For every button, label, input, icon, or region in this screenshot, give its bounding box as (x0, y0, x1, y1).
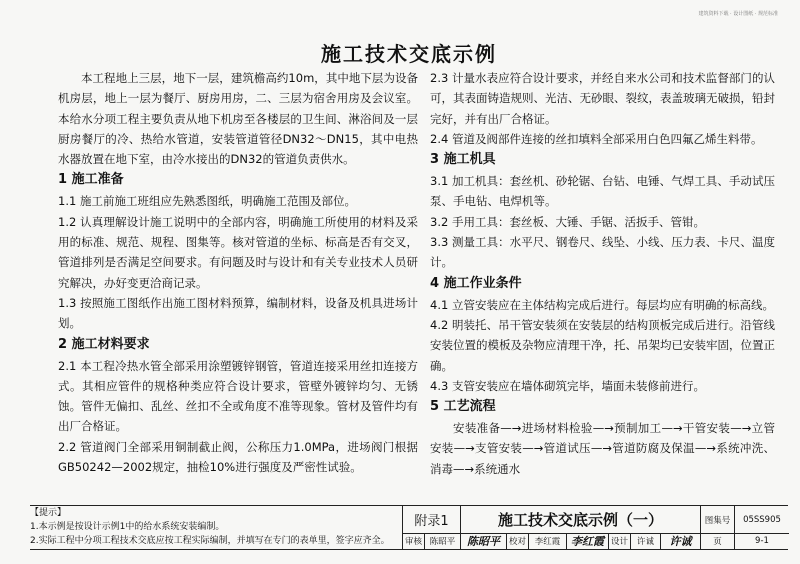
note-2: 2.实际工程中分项工程技术交底应按工程实际编制，并填写在专门的表单里，签字应齐全。 (30, 536, 390, 546)
section-heading-3: 3 施工机具 (430, 152, 496, 168)
item-1-1: 1.1 施工前施工班组应先熟悉图纸，明确施工范围及部位。 (58, 194, 356, 209)
section-heading-2: 2 施工材料要求 (58, 336, 150, 352)
item-2-3: 2.3 计量水表应符合设计要求，并经自来水公司和技术监督部门的认可，其表面铸造规则、光洁、无砂眼、裂纹，表盖玻璃无破损，铅封完好，并有出厂合格证。 (430, 71, 775, 126)
designer-name: 许诚 (631, 533, 661, 549)
intro-paragraph: 本工程地上三层，地下一层，建筑檐高约10m，其中地下层为设备机房层，地上一层为餐厅、厨房用房，二、三层为宿舍用房及会议室。本给水分项工程主要负责从地下机房至各楼层的卫生间、淋浴间及一层厨房餐厅的冷、热给水管道，安装管道管径DN32～DN15，其中电热水器放置在地下室，由冷水接出的DN32的管道负责供水。 (58, 71, 418, 167)
item-1-3: 1.3 按照施工图纸作出施工图材料预算，编制材料，设备及机具进场计划。 (58, 295, 418, 331)
section-heading-4: 4 施工作业条件 (430, 275, 522, 291)
page-number: 9-1 (755, 536, 769, 546)
reviewer-signature: 陈昭平 (461, 533, 507, 549)
check-label: 校对 (507, 533, 529, 549)
right-column (430, 68, 775, 479)
item-2-2: 2.2 管道阀门全部采用铜制截止阀，公称压力1.0MPa，进场阀门根据GB50242—2002规定，抽检10%进行强度及严密性试验。 (58, 439, 418, 475)
appendix-label: 附录1 (403, 506, 461, 533)
title-block-row-1 (403, 506, 789, 534)
review-label: 审核 (403, 533, 425, 549)
process-flow: 安装准备—→进场材料检验—→预制加工—→干管安装—→立管安装—→支管安装—→管道试压—→管道防腐及保温—→系统冲洗、消毒—→系统通水 (430, 421, 775, 476)
item-4-1: 4.1 立管安装应在主体结构完成后进行。每层均应有明确的标高线。 (430, 297, 774, 312)
page-label: 页 (701, 533, 735, 549)
title-block-row-2 (403, 533, 789, 549)
note-1: 1.本示例是按设计示例1中的给水系统安装编制。 (30, 522, 225, 532)
left-column (58, 68, 418, 477)
item-1-2: 1.2 认真理解设计施工说明中的全部内容，明确施工所使用的材料及采用的标准、规范、规程、图集等。核对管道的坐标、标高是否有交叉，管道排列是否满足空间要求。有问题及时与设计和有关专业技术人员研究解决，办好变更洽商记录。 (58, 214, 418, 290)
checker-name: 李红霞 (529, 533, 567, 549)
page-title: 施工技术交底示例 (321, 42, 497, 66)
design-label: 设计 (609, 533, 631, 549)
sheet-name: 施工技术交底示例（一） (461, 506, 701, 533)
section-heading-5: 5 工艺流程 (430, 399, 496, 415)
designer-signature: 许诚 (661, 533, 701, 549)
item-4-3: 4.3 支管安装应在墙体砌筑完毕，墙面未装修前进行。 (430, 378, 705, 393)
atlas-label: 图集号 (701, 506, 735, 533)
title-block (402, 506, 789, 549)
notes-heading: 【提示】 (30, 508, 67, 518)
checker-signature: 李红霞 (567, 533, 609, 549)
item-2-1: 2.1 本工程冷热水管全部采用涂塑镀锌钢管，管道连接采用丝扣连接方式。其相应管件的规格种类应符合设计要求，管壁外镀锌均匀、无锈蚀。管件无偏扣、乱丝、丝扣不全或角度不准等现象。管材及管件均有出厂合格证。 (58, 358, 418, 434)
item-4-2: 4.2 明装托、吊干管安装须在安装层的结构顶板完成后进行。沿管线安装位置的模板及杂物应清理干净，托、吊架均已安装牢固，位置正确。 (430, 317, 775, 373)
item-2-4: 2.4 管道及阀部件连接的丝扣填料全部采用白色四氟乙烯生料带。 (430, 131, 763, 146)
item-3-1: 3.1 加工机具：套丝机、砂轮锯、台钻、电锤、气焊工具、手动试压泵、手电钻、电焊机等。 (430, 174, 775, 209)
item-3-2: 3.2 手用工具：套丝板、大锤、手锯、活扳手、管钳。 (430, 214, 705, 229)
notes-box (30, 506, 400, 549)
atlas-number: 05SS905 (743, 514, 781, 525)
item-3-3: 3.3 测量工具：水平尺、钢卷尺、线坠、小线、压力表、卡尺、温度计。 (430, 235, 775, 270)
footer-block (30, 505, 788, 550)
section-heading-1: 1 施工准备 (58, 172, 124, 188)
watermark-stamp: 建筑资料下载 · 设计图纸 · 规范标准 (698, 11, 778, 17)
drawing-sheet (30, 8, 788, 556)
reviewer-name: 陈昭平 (425, 533, 461, 549)
